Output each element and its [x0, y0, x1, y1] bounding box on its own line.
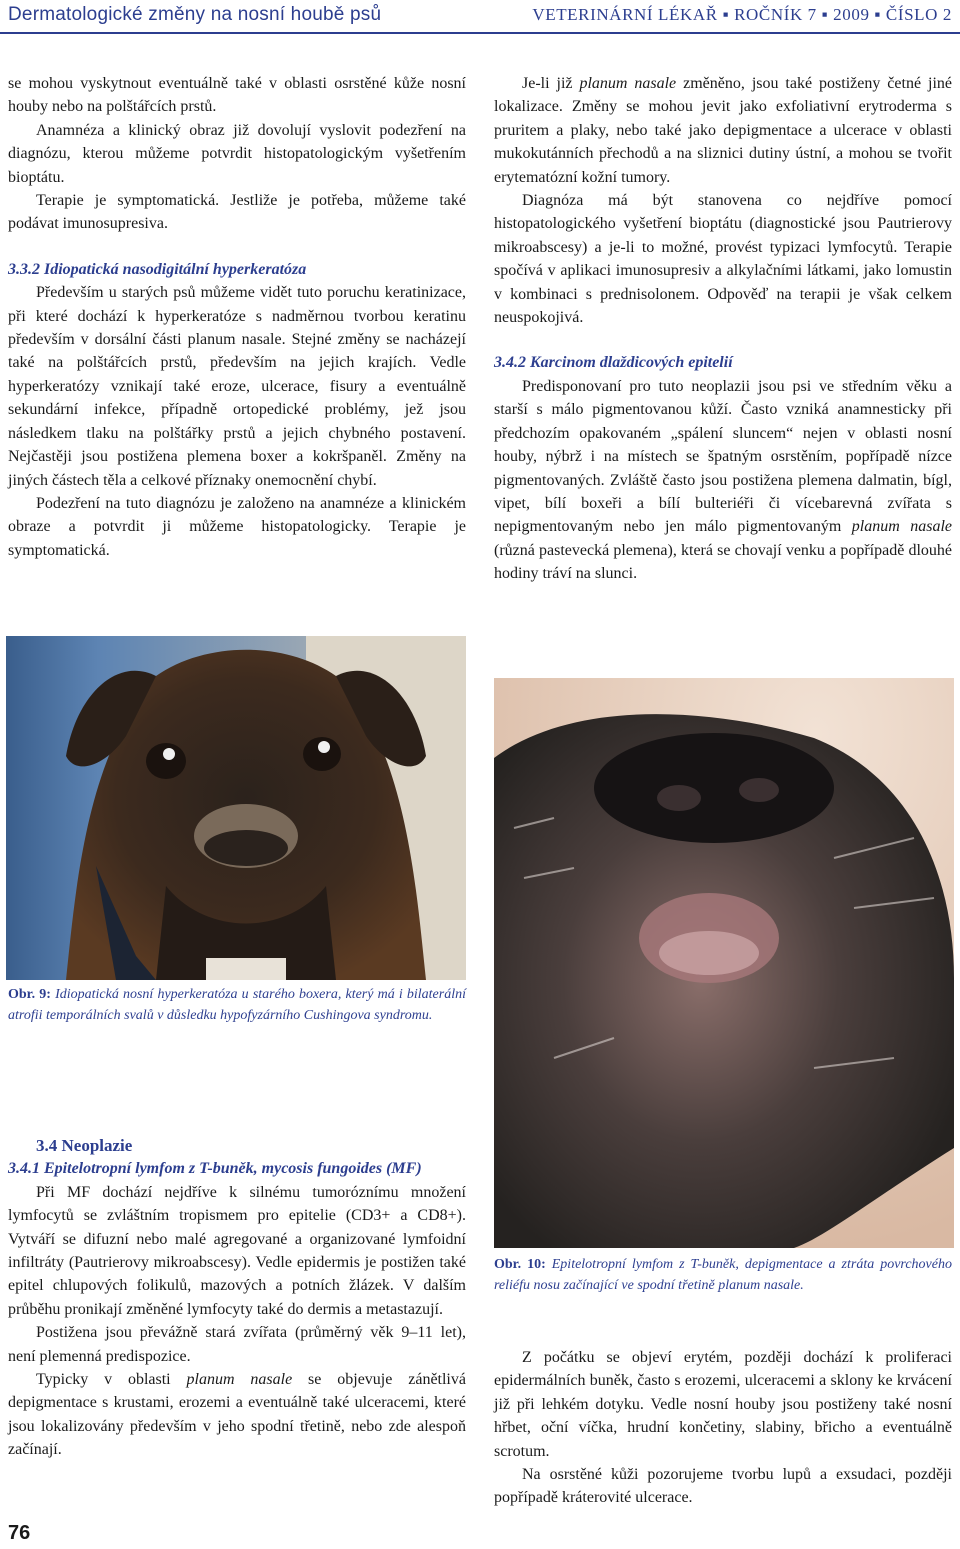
- figure-9-caption: Obr. 9: Idiopatická nosní hyperkeratóza u starého boxera, který má i bilaterální atrofii temporálních svalů v důsledku hypofyzárního Cushingova syndromu.: [8, 987, 466, 1023]
- running-header: [0, 0, 960, 34]
- lower-left-column: [8, 1134, 466, 1462]
- journal-volume: ROČNÍK 7: [734, 5, 817, 24]
- running-title: Dermatologické změny na nosní houbě psů: [8, 4, 382, 25]
- dog-nose-closeup-image: [494, 678, 954, 1248]
- paragraph: Podezření na tuto diagnózu je založeno na anamnéze a klinickém obraze a potvrdit ji můžeme histopatologicky. Terapie je symptomatická.: [8, 494, 466, 559]
- journal-year: 2009: [833, 5, 870, 24]
- paragraph: se mohou vyskytnout eventuálně také v oblasti osrstěné kůže nosní houby nebo na polštářcích prstů.: [8, 75, 466, 116]
- journal-info: [532, 5, 952, 25]
- figure-9-photo: [6, 636, 466, 980]
- right-column: [494, 72, 952, 586]
- figure-10-photo: [494, 678, 954, 1248]
- figure-10-caption: Obr. 10: Epitelotropní lymfom z T-buněk, depigmentace a ztráta povrchového reliéfu nosu začínající ve spodní třetině planum nasale.: [494, 1257, 952, 1293]
- paragraph: Je-li již planum nasale změněno, jsou také postiženy četné jiné lokalizace. Změny se mohou jevit jako exfoliativní erytroderma s pruritem a plaky, nebo také jako depigmentace a ulcerace v oblasti mukokutánních přechodů a na sliznici dutiny ústní, a mohou se tvořit erytematózní kožní tumory.: [494, 75, 952, 186]
- paragraph: Typicky v oblasti planum nasale se objevuje zánětlivá depigmentace s krustami, erozemi a eventuálně také ulceracemi, které jsou lokalizovány především v jeho spodní třetině, nebo zde alespoň začínají.: [8, 1371, 466, 1459]
- paragraph: Terapie je symptomatická. Jestliže je potřeba, můžeme také podávat imunosupresiva.: [8, 192, 466, 233]
- paragraph: Diagnóza má být stanovena co nejdříve pomocí histopatologického vyšetření bioptátu (diagnostické jsou Pautrierovy mikroabscesy) a je-li to možné, provést typizaci lymfocytů. Terapie spočívá v aplikaci imunosupresiv a alkylačními látkami, jako lomustin v kombinaci s prednisolonem. Odpověď na terapii je však celkem neuspokojivá.: [494, 192, 952, 327]
- page-number: 76: [8, 1522, 31, 1544]
- section-heading-3-4-1: 3.4.1 Epitelotropní lymfom z T-buněk, mycosis fungoides (MF): [8, 1160, 422, 1178]
- boxer-dog-image: [6, 636, 466, 980]
- paragraph: Při MF dochází nejdříve k silnému tumoróznímu množení lymfocytů se zvláštním tropismem pro epitelie (CD3+ a CD8+). Vytváří se difuzní nebo malé agregované a organizované lymfoidní infiltráty (Pautrierovy mikroabscesy). Vedle epidermis je postižen také epitel chlupových folikulů, mazových a potních žlázek. V dalším průběhu pronikají změněné lymfocyty také do dermis a metastazují.: [8, 1183, 466, 1318]
- left-column: [8, 72, 466, 562]
- figure-10-label: Obr. 10:: [494, 1257, 546, 1272]
- figure-9-label: Obr. 9:: [8, 987, 51, 1002]
- separator-3: ▪: [874, 5, 882, 24]
- paragraph: Postižena jsou převážně stará zvířata (průměrný věk 9–11 let), není plemenná predispozice.: [8, 1324, 466, 1365]
- journal-issue: ČÍSLO 2: [885, 5, 952, 24]
- paragraph: Predisponovaní pro tuto neoplazii jsou psi ve středním věku a starší s málo pigmentovanou kůží. Často vzniká anamnesticky při předchozím opakovaném „spálení sluncem“ nejen v oblasti nosní houby, nýbrž i na místech se špatným osrstěním, popřípadě nízce pigmentovaných. Zvláště často jsou postižena plemena dalmatin, bígl, vipet, bílí boxeři a bílí bulteriéři či vícebarevná zvířata s nepigmentovaným nebo jen málo pigmentovaným planum nasale (různá pastevecká plemena), která se chovají venku a popřípadě dlouhé hodiny tráví na slunci.: [494, 377, 952, 583]
- journal-name: VETERINÁRNÍ LÉKAŘ: [532, 5, 718, 24]
- paragraph: Na osrstěné kůži pozorujeme tvorbu lupů a exsudaci, později popřípadě kráterovité ulcerace.: [494, 1466, 952, 1507]
- separator-2: ▪: [821, 5, 829, 24]
- separator-1: ▪: [722, 5, 730, 24]
- section-heading-3-4: 3.4 Neoplazie: [36, 1136, 133, 1155]
- section-heading-3-4-2: 3.4.2 Karcinom dlaždicových epitelií: [494, 354, 733, 372]
- section-heading-3-3-2: 3.3.2 Idiopatická nasodigitální hyperkeratóza: [8, 260, 307, 278]
- paragraph: Anamnéza a klinický obraz již dovolují vyslovit podezření na diagnózu, kterou můžeme potvrdit histopatologickým vyšetřením bioptátu.: [8, 121, 466, 186]
- paragraph: Z počátku se objeví erytém, později dochází k proliferaci epidermálních buněk, často s erozemi, ulceracemi a sklony ke krvácení již při lehkém dotyku. Vedle nosní houby jsou postiženy také nosní hřbet, oční víčka, hrudní končetiny, slabiny, břicho a eventuálně scrotum.: [494, 1349, 952, 1460]
- lower-right-column: [494, 1346, 952, 1510]
- header-rule: [0, 32, 960, 34]
- paragraph: Především u starých psů můžeme vidět tuto poruchu keratinizace, při které dochází k hyperkeratóze s nadměrnou tvorbou keratinu především v dorsální části planum nasale. Stejné změny se nacházejí také na polštářcích prstů, především na jejich krajích. Vedle hyperkeratózy vznikají také eroze, ulcerace, fisury a eventuálně sekundární infekce, případně ortopedické problémy, jež jsou následkem tlaku na polštářky prstů a jejich chybného postavení. Nejčastěji jsou postižena plemena boxer a kokršpaněl. Změny na jiných částech těla a celkové příznaky onemocnění chybí.: [8, 284, 466, 489]
